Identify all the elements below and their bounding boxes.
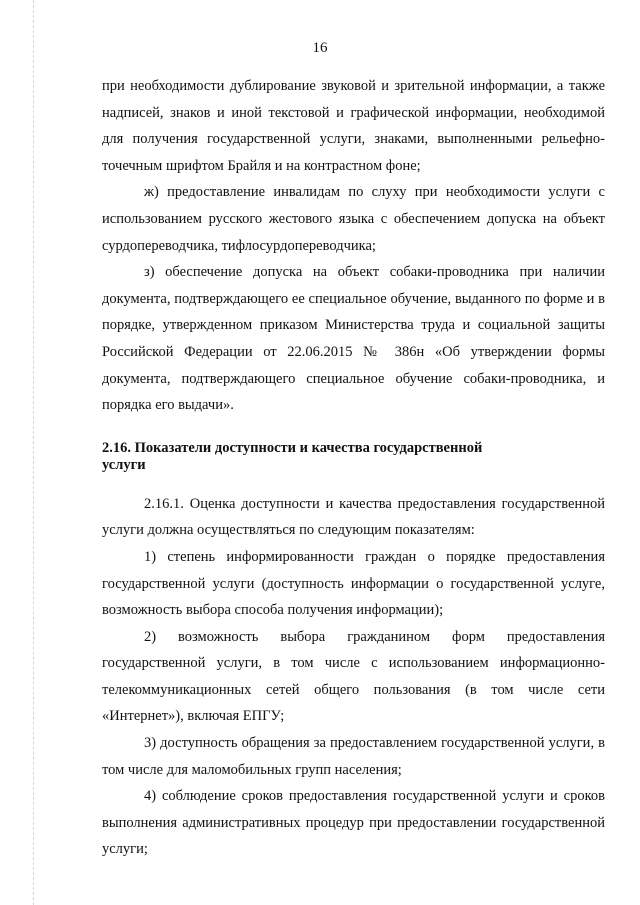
page-number: 16	[312, 40, 328, 56]
spacer	[102, 419, 605, 440]
section-heading	[102, 440, 605, 474]
document-body	[102, 73, 605, 863]
paragraph-indicator-4: 4) соблюдение сроков предоставления государственной услуги и сроков выполнения административных процедур при предоставлении государственной услуги;	[102, 788, 605, 858]
paragraph-indicator-1: 1) степень информированности граждан о порядке предоставления государственной услуги (доступность информации о государственной услуге, возможность выбора способа получения информации);	[102, 548, 605, 619]
section-heading-line1: 2.16. Показатели доступности и качества государственной	[102, 439, 483, 456]
paragraph-indicator-2: 2) возможность выбора гражданином форм предоставления государственной услуги, в том числе с использованием информационно-телекоммуникационных сетей общего пользования (в том числе сети «Интернет»), включая ЕПГУ;	[102, 628, 605, 725]
margin-line	[33, 0, 34, 905]
spacer	[102, 474, 605, 491]
paragraph-indicator-3: 3) доступность обращения за предоставлением государственной услуги, в том числе для маломобильных групп населения;	[102, 735, 605, 778]
paragraph-item-zh: ж) предоставление инвалидам по слуху при необходимости услуги с использованием русского жестового языка с обеспечением допуска на объект сурдопереводчика, тифлосурдопереводчика;	[102, 184, 605, 254]
section-heading-line2: услуги	[102, 456, 146, 473]
paragraph-continuation: при необходимости дублирование звуковой и зрительной информации, а также надписей, знаков и иной текстовой и графической информации, необходимой для получения государственной услуги, знаками, выполненными рельефно-точечным шрифтом Брайля и на контрастном фоне;	[102, 78, 605, 174]
paragraph-item-z: з) обеспечение допуска на объект собаки-проводника при наличии документа, подтверждающего ее специальное обучение, выданного по форме и в порядке, утвержденном приказом Министерства труда и социальной защиты Российской Федерации от 22.06.2015 № 386н «Об утверждении формы документа, подтверждающего специальное обучение собаки-проводника, и порядка его выдачи».	[102, 264, 605, 414]
paragraph-2-16-1: 2.16.1. Оценка доступности и качества предоставления государственной услуги должна осуществляться по следующим показателям:	[102, 495, 605, 539]
